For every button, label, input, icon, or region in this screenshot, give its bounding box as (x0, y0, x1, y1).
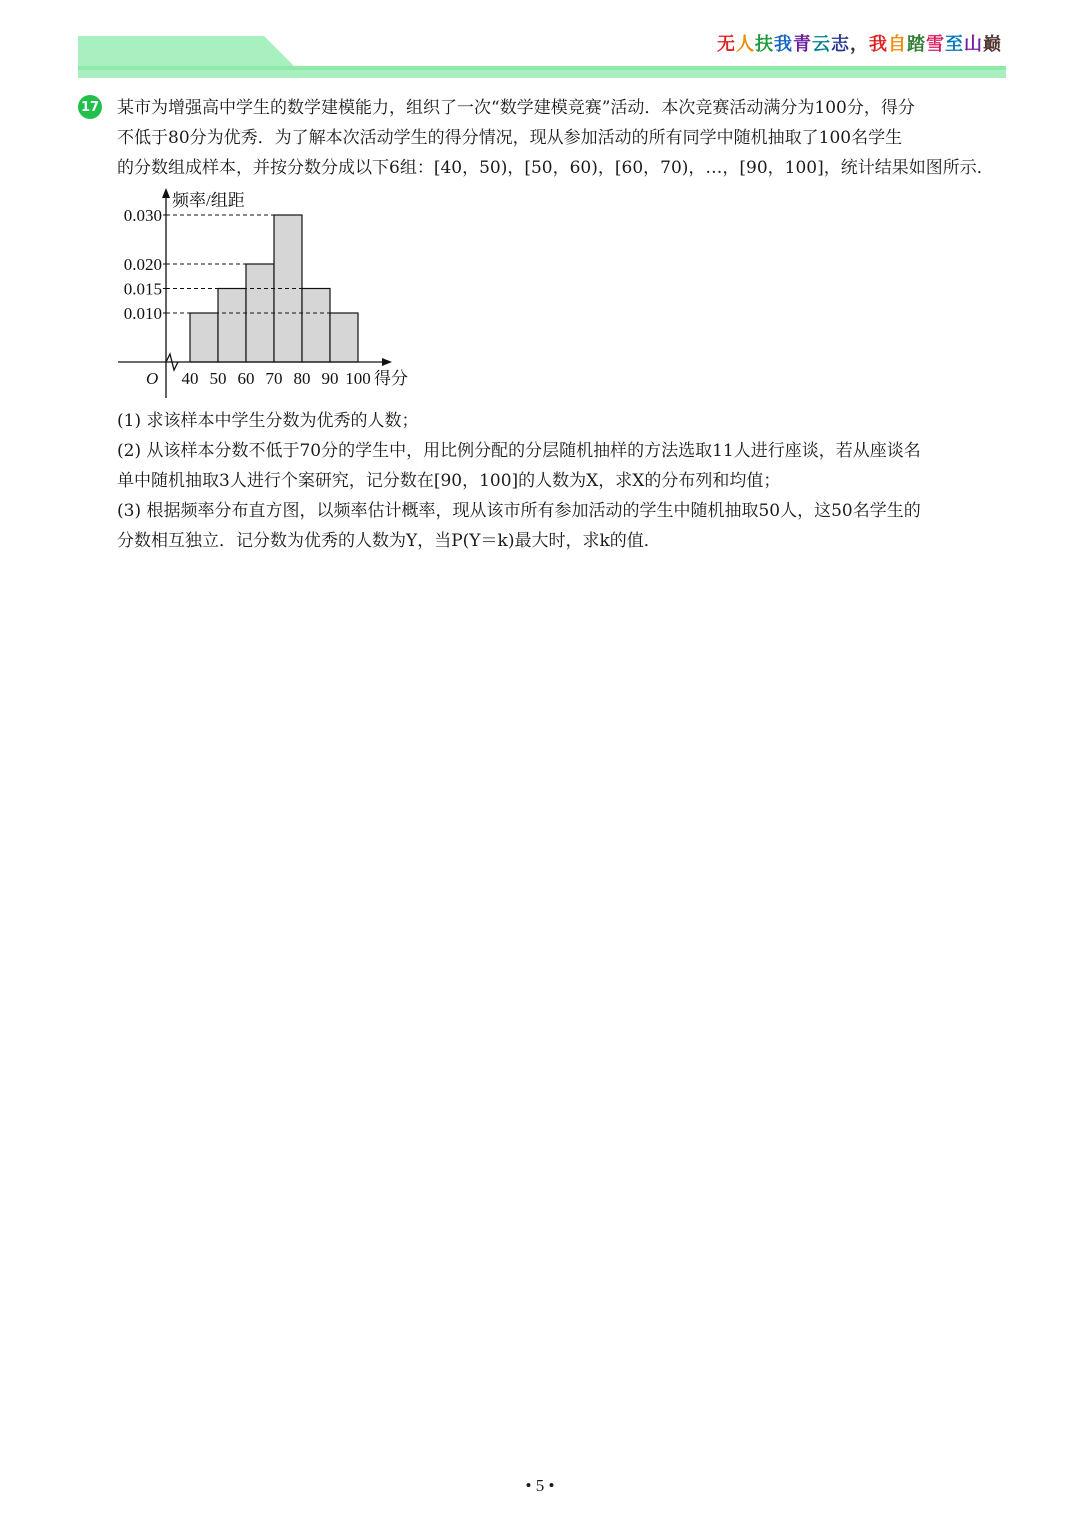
motto-char: 雪 (926, 34, 945, 55)
motto-char: 自 (888, 34, 907, 55)
header-motto (717, 30, 1002, 56)
motto-char: 人 (736, 34, 755, 55)
stem-line: 不低于80分为优秀．为了解本次活动学生的得分情况，现从参加活动的所有同学中随机抽取了100名学生 (117, 128, 903, 148)
motto-char: 扶 (755, 34, 774, 55)
histogram-bar (190, 313, 218, 362)
origin-label: O (146, 369, 159, 388)
histogram-bar (330, 313, 358, 362)
question-parts (117, 406, 1002, 556)
part-line: 分数相互独立．记分数为优秀的人数为Y，当P(Y＝k)最大时，求k的值． (117, 531, 661, 551)
motto-char: 巅 (983, 34, 1002, 55)
part-line: (2) 从该样本分数不低于70分的学生中，用比例分配的分层随机抽样的方法选取11人进行座谈，若从座谈名 (117, 441, 921, 461)
part-line: (3) 根据频率分布直方图，以频率估计概率，现从该市所有参加活动的学生中随机抽取50人，这50名学生的 (117, 501, 921, 521)
motto-char: 青 (793, 34, 812, 55)
motto-char: 云 (812, 34, 831, 55)
motto-char: 我 (774, 34, 793, 55)
x-tick-label: 70 (265, 369, 283, 388)
y-tick-label: 0.015 (123, 279, 162, 299)
x-tick-label: 100 (345, 369, 371, 388)
question-stem (117, 93, 1002, 183)
frequency-histogram (112, 182, 422, 404)
motto-char: ， (850, 34, 869, 55)
motto-char: 志 (831, 34, 850, 55)
question-number-badge: 17 (78, 95, 102, 119)
header-banner-line (78, 66, 1006, 70)
y-tick-label: 0.020 (123, 255, 162, 274)
y-axis-arrow (162, 188, 170, 198)
x-tick-label: 80 (293, 369, 311, 388)
y-tick-label: 0.010 (123, 304, 162, 323)
motto-char: 我 (869, 34, 888, 55)
motto-char: 至 (945, 34, 964, 55)
part-line: 单中随机抽取3人进行个案研究，记分数在[90，100]的人数为X，求X的分布列和均值； (117, 471, 781, 491)
x-tick-label: 60 (237, 369, 255, 388)
motto-char: 无 (717, 34, 736, 55)
x-axis-arrow (382, 358, 392, 366)
stem-line: 的分数组成样本，并按分数分成以下6组：[40，50)，[50，60)，[60，70)，…，[90，100]，统计结果如图所示． (117, 158, 994, 178)
part-line: (1) 求该样本中学生分数为优秀的人数； (117, 411, 419, 431)
x-tick-label: 40 (181, 369, 199, 388)
x-tick-label: 50 (209, 369, 227, 388)
y-axis-label: 频率/组距 (172, 191, 245, 210)
histogram-bar (218, 289, 246, 363)
y-tick-label: 0.030 (123, 206, 162, 225)
x-tick-label: 90 (321, 369, 339, 388)
motto-char: 山 (964, 34, 983, 55)
histogram-bar (302, 289, 330, 363)
page-number: • 5 • (525, 1476, 555, 1495)
x-axis-label: 得分 (374, 369, 408, 388)
stem-line: 某市为增强高中学生的数学建模能力，组织了一次“数学建模竞赛”活动．本次竞赛活动满分为100分，得分 (117, 98, 915, 118)
motto-char: 踏 (907, 34, 926, 55)
